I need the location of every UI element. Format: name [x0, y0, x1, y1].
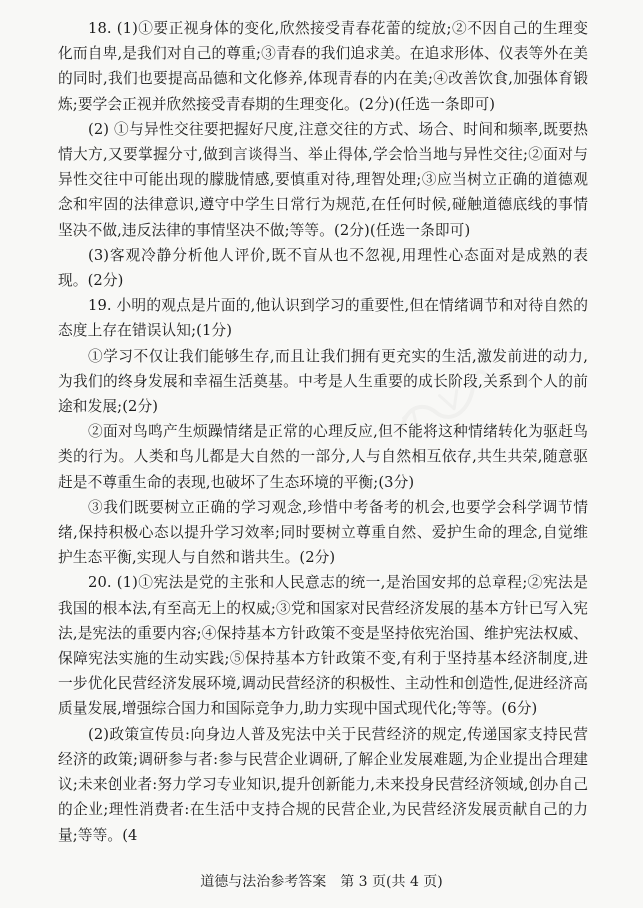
answer-19-point-2: ②面对鸟鸣产生烦躁情绪是正常的心理反应,但不能将这种情绪转化为驱赶鸟类的行为。人类和鸟儿都是大自然的一部分,人与自然相互依存,共生共荣,随意驱赶是不尊重生命的表现,也破坏了生态环境的平衡;(3分) [58, 423, 588, 491]
answer-content [58, 16, 588, 848]
answer-18-1: 18. (1)①要正视身体的变化,欣然接受青春花蕾的绽放;②不因自己的生理变化而自卑,是我们对自己的尊重;③青春的我们追求美。在追求形体、仪表等外在美的同时,我们也要提高品德和文化修养,体现青春的内在美;④改善饮食,加强体育锻炼;要学会正视并欣然接受青春期的生理变化。(2分)(任选一条即可) [58, 20, 588, 113]
page-footer: 道德与法治参考答案 第 3 页(共 4 页) [200, 874, 443, 890]
answer-19-point-3: ③我们既要树立正确的学习观念,珍惜中考备考的机会,也要学会科学调节情绪,保持积极心态以提升学习效率;同时要树立尊重自然、爱护生命的理念,自觉维护生态平衡,实现人与自然和谐共生。(2分) [58, 498, 588, 567]
answer-19-point-1: ①学习不仅让我们能够生存,而且让我们拥有更充实的生活,激发前进的动力,为我们的终身发展和幸福生活奠基。中考是人生重要的成长阶段,关系到个人的前途和发展;(2分) [58, 347, 588, 416]
answer-19-intro: 19. 小明的观点是片面的,他认识到学习的重要性,但在情绪调节和对待自然的态度上存在错误认知;(1分) [58, 297, 588, 340]
answer-18-2: (2) ①与异性交往要把握好尺度,注意交往的方式、场合、时间和频率,既要热情大方,又要掌握分寸,做到言谈得当、举止得体,学会恰当地与异性交往;②面对与异性交往中可能出现的朦胧情感,要慎重对待,理智处理;③应当树立正确的道德观念和牢固的法律意识,遵守中学生日常行为规范,在任何时候,碰触道德底线的事情坚决不做,违反法律的事情坚决不做;等等。(2分)(任选一条即可) [58, 120, 588, 239]
answer-18-3: (3)客观冷静分析他人评价,既不盲从也不忽视,用理性心态面对是成熟的表现。(2分) [58, 246, 588, 290]
answer-20-2: (2)政策宣传员:向身边人普及宪法中关于民营经济的规定,传递国家支持民营经济的政策;调研参与者:参与民营企业调研,了解企业发展难题,为企业提出合理建议;未来创业者:努力学习专业知识,提升创新能力,未来投身民营经济领域,创办自己的企业;理性消费者:在生活中支持合规的民营企业,为民营经济发展贡献自己的力量;等等。(4 [58, 725, 588, 844]
answer-20-1: 20. (1)①宪法是党的主张和人民意志的统一,是治国安邦的总章程;②宪法是我国的根本法,有至高无上的权威;③党和国家对民营经济发展的基本方针已写入宪法,是宪法的重要内容;④保持基本方针政策不变是坚持依宪治国、维护宪法权威、保障宪法实施的生动实践;⑤保持基本方针政策不变,有利于坚持基本经济制度,进一步优化民营经济发展环境,调动民营经济的积极性、主动性和创造性,促进经济高质量发展,增强综合国力和国际竞争力,助力实现中国式现代化;等等。(6分) [58, 574, 588, 718]
